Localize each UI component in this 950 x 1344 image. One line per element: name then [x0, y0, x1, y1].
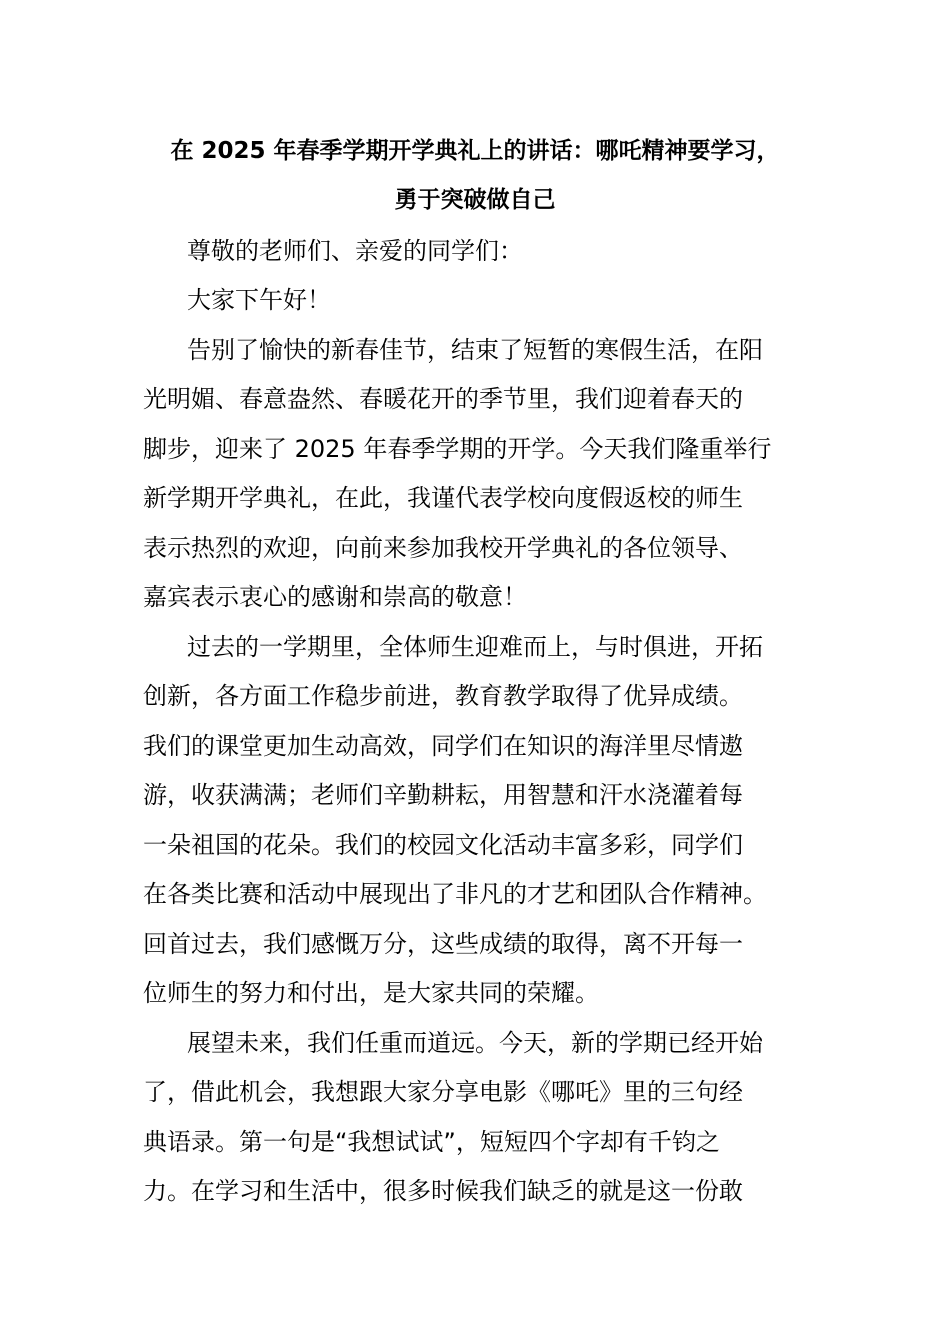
- paragraph-3-line-1: 展望未来，我们任重而道远。今天，新的学期已经开始: [187, 1029, 763, 1057]
- paragraph-1-line-5: 表示热烈的欢迎，向前来参加我校开学典礼的各位领导、: [143, 534, 743, 562]
- paragraph-2-line-4: 游，收获满满；老师们辛勤耕耘，用智慧和汗水浇灌着每: [143, 781, 743, 809]
- paragraph-1-line-2: 光明媚、春意盎然、春暖花开的季节里，我们迎着春天的: [143, 385, 743, 413]
- paragraph-1-line-1: 告别了愉快的新春佳节，结束了短暂的寒假生活，在阳: [187, 336, 763, 364]
- paragraph-2-line-2: 创新，各方面工作稳步前进，教育教学取得了优异成绩。: [143, 682, 743, 710]
- paragraph-2-line-5: 一朵祖国的花朵。我们的校园文化活动丰富多彩，同学们: [143, 831, 743, 859]
- paragraph-1-line-3: 脚步，迎来了 2025 年春季学期的开学。今天我们隆重举行: [143, 435, 772, 463]
- document-title-line-1: 在 2025 年春季学期开学典礼上的讲话：哪吒精神要学习，: [170, 138, 780, 164]
- paragraph-3-line-3: 典语录。第一句是“我想试试”，短短四个字却有千钧之: [143, 1128, 720, 1156]
- paragraph-2-line-1: 过去的一学期里，全体师生迎难而上，与时俱进，开拓: [187, 633, 763, 661]
- paragraph-2-line-3: 我们的课堂更加生动高效，同学们在知识的海洋里尽情遨: [143, 732, 743, 760]
- paragraph-3-line-4: 力。在学习和生活中，很多时候我们缺乏的就是这一份敢: [143, 1177, 743, 1205]
- paragraph-2-line-6: 在各类比赛和活动中展现出了非凡的才艺和团队合作精神。: [143, 880, 767, 908]
- paragraph-1-line-4: 新学期开学典礼，在此，我谨代表学校向度假返校的师生: [143, 484, 743, 512]
- document-title-line-2: 勇于突破做自己: [394, 187, 556, 213]
- paragraph-2-line-7: 回首过去，我们感慨万分，这些成绩的取得，离不开每一: [143, 930, 743, 958]
- paragraph-2-line-8: 位师生的努力和付出，是大家共同的荣耀。: [143, 979, 599, 1007]
- paragraph-1-line-6: 嘉宾表示衷心的感谢和崇高的敬意！: [143, 583, 527, 611]
- greeting: 大家下午好！: [187, 286, 331, 314]
- salutation: 尊敬的老师们、亲爱的同学们：: [187, 237, 523, 265]
- paragraph-3-line-2: 了，借此机会，我想跟大家分享电影《哪吒》里的三句经: [143, 1078, 743, 1106]
